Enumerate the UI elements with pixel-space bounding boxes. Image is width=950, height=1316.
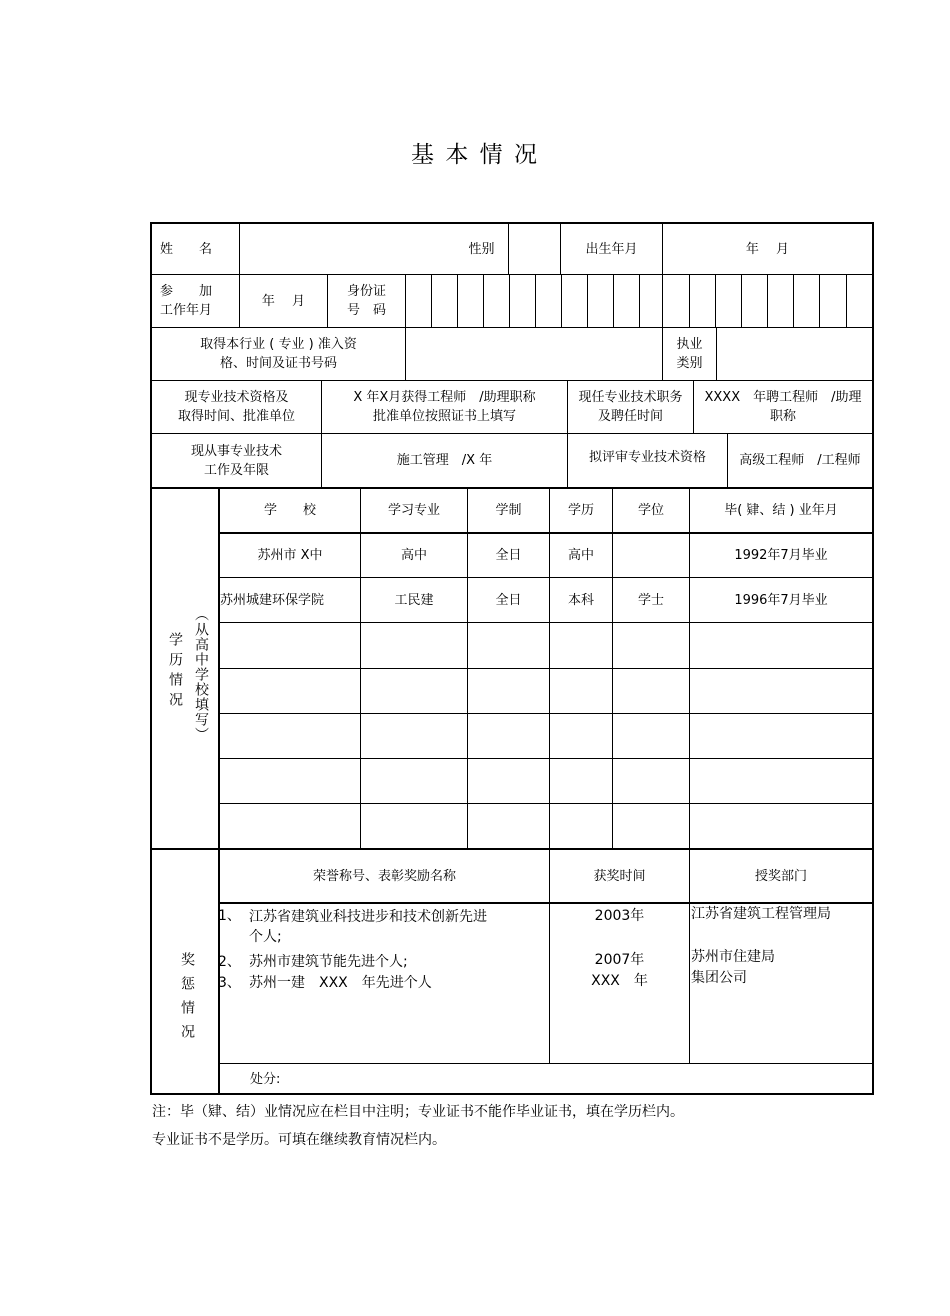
id-box-line bbox=[535, 274, 536, 327]
id-box-line bbox=[561, 274, 562, 327]
edu-cell[interactable]: 苏州市 X中 bbox=[257, 548, 323, 563]
award-item-name[interactable]: 苏州市建筑节能先进个人; bbox=[249, 954, 408, 970]
edu-cell[interactable] bbox=[613, 534, 689, 577]
awards-side-label: 奖惩情况 bbox=[179, 952, 195, 1048]
edu-cell[interactable]: 工民建 bbox=[394, 592, 434, 608]
id-box-line bbox=[767, 274, 768, 327]
current-qualification-label: 现专业技术资格及 取得时间、批准单位 bbox=[177, 390, 295, 424]
license-label: 取得本行业 ( 专业 ) 准入资 格、时间及证书号码 bbox=[200, 337, 357, 371]
row-line bbox=[218, 902, 874, 904]
row-line bbox=[218, 622, 874, 623]
education-side-note: （从高中学校填写） bbox=[193, 607, 209, 742]
page-title: 基 本 情 况 bbox=[411, 142, 539, 168]
award-item-dept[interactable]: 江苏省建筑工程管理局 bbox=[691, 906, 831, 922]
row-line bbox=[218, 713, 874, 714]
current-post-value[interactable]: XXXX 年聘工程师 /助理 职称 bbox=[704, 390, 862, 424]
edu-header-duration: 学制 bbox=[495, 503, 522, 518]
work-start-value[interactable]: 年 月 bbox=[261, 293, 306, 309]
current-post-label: 现任专业技术职务 及聘任时间 bbox=[578, 390, 683, 424]
id-box-line bbox=[819, 274, 820, 327]
edu-cell[interactable]: 1996年7月毕业 bbox=[734, 592, 828, 608]
birth-value[interactable]: 年 月 bbox=[745, 241, 790, 257]
award-item-name[interactable]: 苏州一建 XXX 年先进个人 bbox=[249, 975, 432, 991]
row-line bbox=[218, 803, 874, 804]
table-border-right bbox=[872, 222, 874, 1095]
edu-header-major: 学习专业 bbox=[387, 503, 440, 518]
award-item-number: 2、 bbox=[218, 954, 241, 970]
id-box-line bbox=[689, 274, 690, 327]
edu-cell[interactable]: 1992年7月毕业 bbox=[734, 548, 828, 563]
award-item-number: 1、 bbox=[218, 908, 241, 924]
edu-header-graduation: 毕( 肄、结 ) 业年月 bbox=[724, 503, 838, 518]
award-item-time[interactable]: 2003年 bbox=[594, 908, 645, 924]
award-header-dept: 授奖部门 bbox=[754, 868, 807, 884]
id-box-line bbox=[639, 274, 640, 327]
award-item-time[interactable]: 2007年 bbox=[594, 952, 645, 968]
award-item-dept[interactable]: 集团公司 bbox=[691, 970, 747, 986]
edu-header-degree: 学位 bbox=[637, 503, 664, 518]
current-qualification-value[interactable]: X 年X月获得工程师 /助理职称 批准单位按照证书上填写 bbox=[353, 390, 536, 424]
edu-cell[interactable]: 本科 bbox=[567, 592, 594, 608]
id-box-line bbox=[457, 274, 458, 327]
id-box-line bbox=[587, 274, 588, 327]
footnote-2: 专业证书不是学历。可填在继续教育情况栏内。 bbox=[152, 1132, 446, 1148]
award-item-number: 3、 bbox=[218, 975, 241, 991]
edu-cell[interactable]: 学士 bbox=[637, 592, 664, 608]
award-item-dept[interactable]: 苏州市住建局 bbox=[691, 949, 775, 965]
education-side-label: 学历情况 bbox=[167, 632, 183, 712]
id-box-line bbox=[715, 274, 716, 327]
id-box-line bbox=[613, 274, 614, 327]
birth-label: 出生年月 bbox=[585, 241, 638, 257]
edu-cell[interactable]: 高中 bbox=[567, 548, 594, 563]
edu-cell[interactable]: 全日 bbox=[495, 548, 522, 563]
practice-type-label: 执业 类别 bbox=[676, 337, 703, 371]
id-box-line bbox=[509, 274, 510, 327]
engaged-work-label: 现从事专业技术 工作及年限 bbox=[190, 443, 282, 478]
edu-cell[interactable]: 苏州城建环保学院 bbox=[220, 592, 325, 608]
id-box-line bbox=[846, 274, 847, 327]
footnote-1: 注：毕（肄、结）业情况应在栏目中注明；专业证书不能作毕业证书，填在学历栏内。 bbox=[152, 1104, 684, 1120]
row-line bbox=[218, 758, 874, 759]
edu-header-school: 学 校 bbox=[263, 503, 316, 518]
edu-header-level: 学历 bbox=[567, 503, 594, 518]
name-label: 姓 名 bbox=[160, 241, 213, 257]
row-line bbox=[218, 668, 874, 669]
gender-label: 性别 bbox=[468, 241, 495, 257]
work-start-label: 参 加 工作年月 bbox=[160, 284, 213, 318]
id-box-line bbox=[431, 274, 432, 327]
id-number-label: 身份证 号 码 bbox=[346, 284, 386, 318]
edu-cell[interactable]: 全日 bbox=[495, 592, 522, 608]
award-item-time[interactable]: XXX 年 bbox=[591, 973, 648, 989]
id-box-line bbox=[741, 274, 742, 327]
id-box-line bbox=[483, 274, 484, 327]
apply-qualification-label: 拟评审专业技术资格 bbox=[588, 449, 706, 465]
punishment-label: 处分: bbox=[250, 1071, 281, 1087]
award-item-name[interactable]: 江苏省建筑业科技进步和技术创新先进 个人; bbox=[249, 909, 487, 945]
practice-type-field[interactable] bbox=[717, 328, 872, 380]
edu-cell[interactable]: 高中 bbox=[400, 548, 427, 563]
gender-field[interactable] bbox=[509, 224, 560, 274]
award-header-time: 获奖时间 bbox=[593, 868, 646, 884]
table-border-bottom bbox=[150, 1093, 874, 1095]
apply-qualification-value[interactable]: 高级工程师 /工程师 bbox=[739, 453, 861, 468]
id-box-line bbox=[793, 274, 794, 327]
award-header-name: 荣誉称号、表彰奖励名称 bbox=[312, 868, 456, 884]
license-field[interactable] bbox=[406, 328, 662, 380]
punishment-field[interactable] bbox=[300, 1065, 870, 1093]
row-line bbox=[218, 1063, 874, 1064]
engaged-work-value[interactable]: 施工管理 /X 年 bbox=[396, 453, 493, 468]
